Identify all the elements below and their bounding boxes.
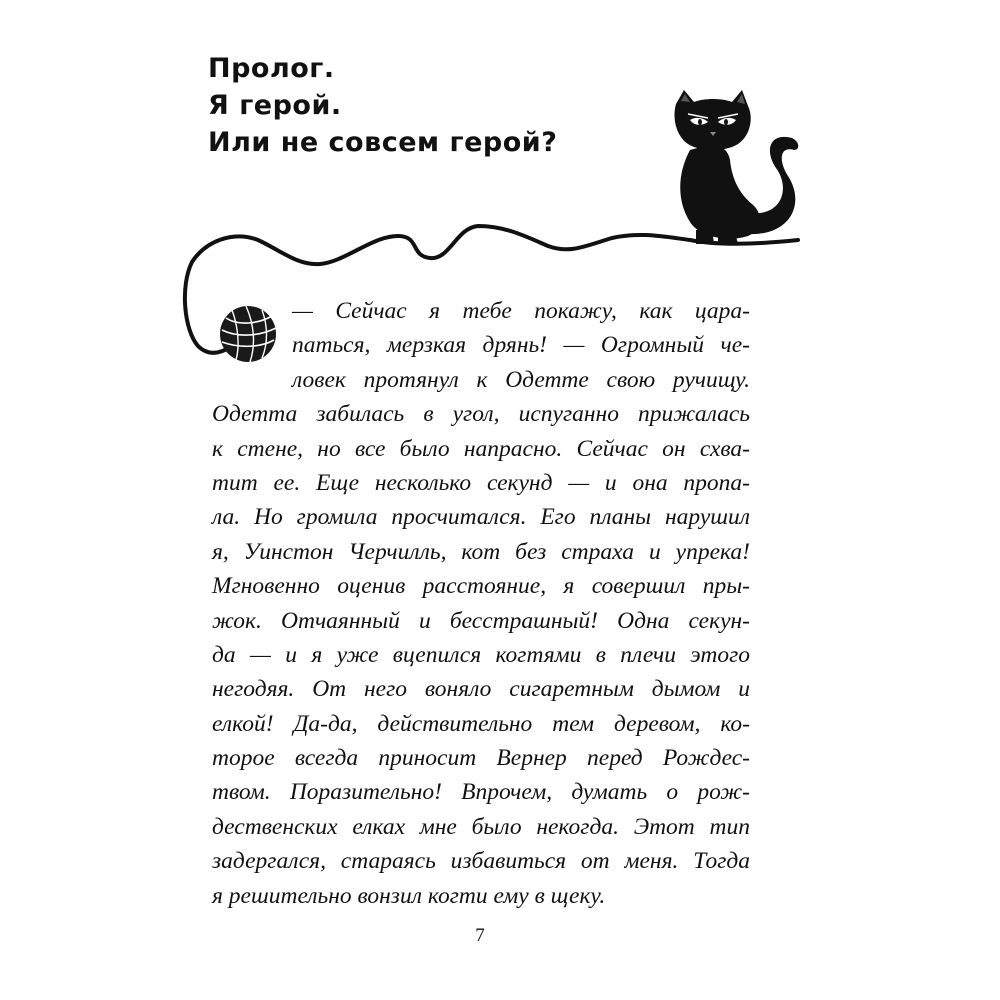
text-line: Одетта забилась в угол, испуганно прижалась xyxy=(212,401,750,428)
text-line: елкой! Да-да, действительно тем деревом, ко- xyxy=(212,710,750,737)
title-line: Я герой. xyxy=(208,90,342,121)
text-line: дественских елках мне было некогда. Этот тип xyxy=(212,813,750,840)
text-line: к стене, но все было напрасно. Сейчас он схва- xyxy=(212,435,750,462)
page-number: 7 xyxy=(475,925,485,946)
text-line: тит ее. Еще несколько секунд — и она пропа- xyxy=(212,469,750,496)
body-text xyxy=(212,294,750,913)
title-line: Или не совсем герой? xyxy=(208,127,558,158)
text-line: да — и я уже вцепился когтями в плечи этого xyxy=(212,641,750,668)
text-line: паться, мерзкая дрянь! — Огромный че- xyxy=(292,332,750,359)
text-line: Мгновенно оценив расстояние, я совершил пры- xyxy=(212,573,750,600)
text-line: я, Уинстон Черчилль, кот без страха и упрека! xyxy=(212,538,750,565)
text-line: ла. Но громила просчитался. Его планы нарушил xyxy=(212,504,750,531)
title-line: Пролог. xyxy=(208,53,335,84)
text-line: ловек протянул к Одетте свою ручищу. xyxy=(292,366,750,393)
text-line: — Сейчас я тебе покажу, как цара- xyxy=(292,298,750,324)
text-line: твом. Поразительно! Впрочем, думать о рож- xyxy=(212,779,750,806)
black-cat-icon xyxy=(675,90,799,244)
text-line: негодяя. От него воняло сигаретным дымом и xyxy=(212,676,750,703)
text-line: торое всегда приносит Вернер перед Рождес- xyxy=(212,745,750,772)
text-line: жок. Отчаянный и бесстрашный! Одна секун- xyxy=(212,607,750,634)
text-line: я решительно вонзил когти ему в щеку. xyxy=(212,882,606,909)
text-line: задергался, стараясь избавиться от меня. Тогда xyxy=(212,848,750,875)
